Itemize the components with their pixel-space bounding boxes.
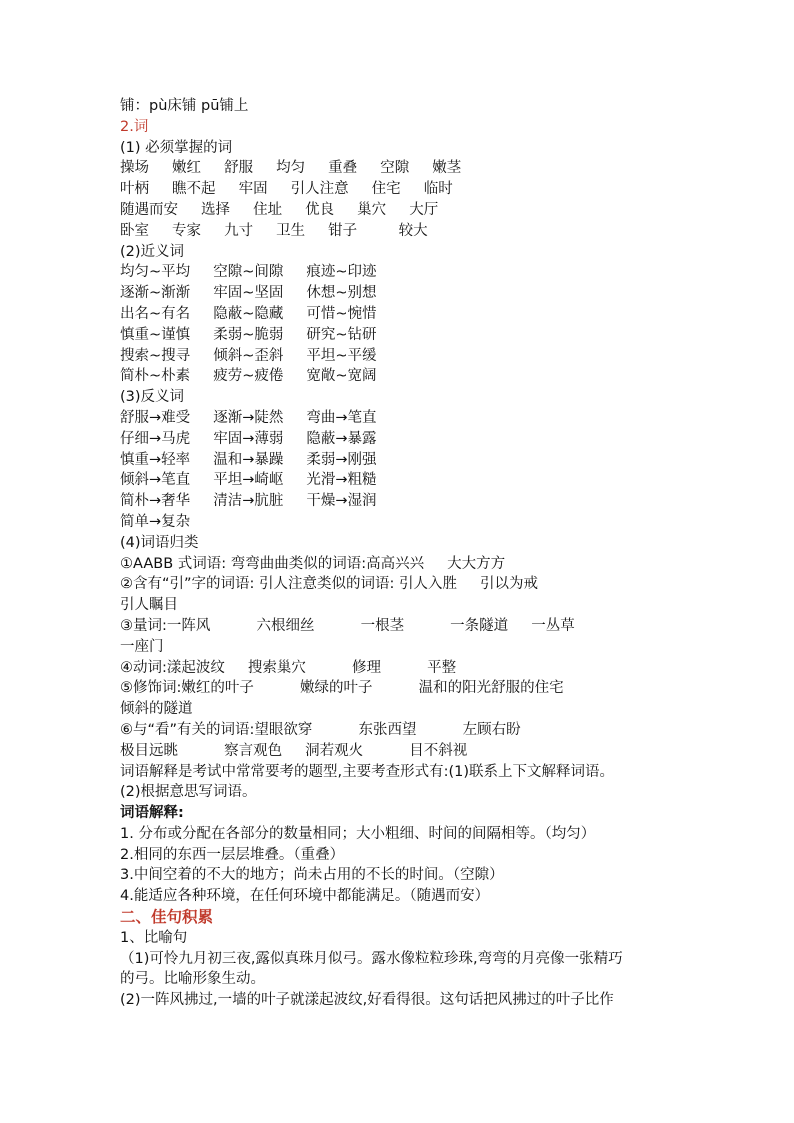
explanation-intro: 词语解释是考试中常常要考的题型,主要考查形式有:(1)联系上下文解释词语。: [120, 763, 615, 780]
category-line: 引人瞩目: [120, 597, 178, 614]
antonym-line: 简朴→奢华 清洁→肮脏 干燥→湿润: [120, 493, 377, 510]
definition-line: 1. 分布或分配在各部分的数量相同；大小粗细、时间的间隔相等。（均匀）: [120, 825, 596, 842]
subheading-synonyms: (2)近义词: [120, 243, 185, 260]
antonym-line: 倾斜→笔直 平坦→崎岖 光滑→粗糙: [120, 472, 377, 489]
definition-line: 4.能适应各种环境，在任何环境中都能满足。（随遇而安）: [120, 888, 490, 905]
category-line: ④动词:漾起波纹 搜索巢穴 修理 平整: [120, 659, 457, 676]
category-line: ③量词:一阵风 六根细丝 一根茎 一条隧道 一丛草: [120, 617, 575, 634]
synonym-line: 逐渐~渐渐 牢固~坚固 休想~别想: [120, 285, 377, 302]
sentence-line: (2)一阵风拂过,一墙的叶子就漾起波纹,好看得很。这句话把风拂过的叶子比作: [120, 992, 614, 1009]
subheading-antonyms: (3)反义词: [120, 389, 185, 406]
category-line: ⑥与“看”有关的词语:望眼欲穿 东张西望 左顾右盼: [120, 721, 521, 738]
antonym-line: 仔细→马虎 牢固→薄弱 隐蔽→暴露: [120, 430, 377, 447]
category-line: ①AABB 式词语: 弯弯曲曲类似的词语:高高兴兴 大大方方: [120, 555, 506, 572]
synonym-line: 慎重~谨慎 柔弱~脆弱 研究~钻研: [120, 326, 377, 343]
category-line: 倾斜的隧道: [120, 701, 193, 718]
sentence-line: （1)可怜九月初三夜,露似真珠月似弓。露水像粒粒珍珠,弯弯的月亮像一张精巧: [120, 950, 623, 967]
category-line: ②含有“引”字的词语: 引人注意类似的词语: 引人入胜 引以为戒: [120, 576, 539, 593]
document-page: [120, 96, 680, 1011]
word-list-line: 叶柄 瞧不起 牢固 引人注意 住宅 临时: [120, 181, 453, 198]
synonym-line: 均匀~平均 空隙~间隙 痕迹~印迹: [120, 264, 377, 281]
sentence-line: 的弓。比喻形象生动。: [120, 971, 265, 988]
synonym-line: 简朴~朴素 疲劳~疲倦 宽敞~宽阔: [120, 368, 377, 385]
word-list-line: 卧室 专家 九寸 卫生 钳子 较大: [120, 222, 428, 239]
subheading-must-know: (1) 必须掌握的词: [120, 139, 233, 156]
antonym-line: 舒服→难受 逐渐→陡然 弯曲→笔直: [120, 409, 377, 426]
synonym-line: 搜索~搜寻 倾斜~歪斜 平坦~平缓: [120, 347, 377, 364]
word-list-line: 操场 嫩红 舒服 均匀 重叠 空隙 嫩茎: [120, 160, 462, 177]
subheading-categories: (4)词语归类: [120, 534, 199, 551]
explanation-intro: (2)根据意思写词语。: [120, 784, 257, 801]
category-line: ⑤修饰词:嫩红的叶子 嫩绿的叶子 温和的阳光舒服的住宅: [120, 680, 564, 697]
definition-line: 2.相同的东西一层层堆叠。（重叠）: [120, 846, 345, 863]
definition-line: 3.中间空着的不大的地方；尚未占用的不长的时间。（空隙）: [120, 867, 504, 884]
category-line: 极目远眺 察言观色 洞若观火 目不斜视: [120, 742, 468, 759]
section-heading-words: 2.词: [120, 118, 149, 135]
subheading-word-explanation: 词语解释:: [120, 805, 184, 822]
subheading-metaphor: 1、比喻句: [120, 929, 188, 946]
antonym-line: 慎重→轻率 温和→暴躁 柔弱→刚强: [120, 451, 377, 468]
category-line: 一座门: [120, 638, 164, 655]
antonym-line: 简单→复杂: [120, 513, 191, 530]
word-list-line: 随遇而安 选择 住址 优良 巢穴 大厅: [120, 201, 439, 218]
synonym-line: 出名~有名 隐蔽~隐藏 可惜~惋惜: [120, 305, 377, 322]
pronunciation-note: 铺：pù床铺 pū铺上: [120, 98, 249, 114]
section-heading-sentences: 二、佳句积累: [120, 908, 214, 927]
